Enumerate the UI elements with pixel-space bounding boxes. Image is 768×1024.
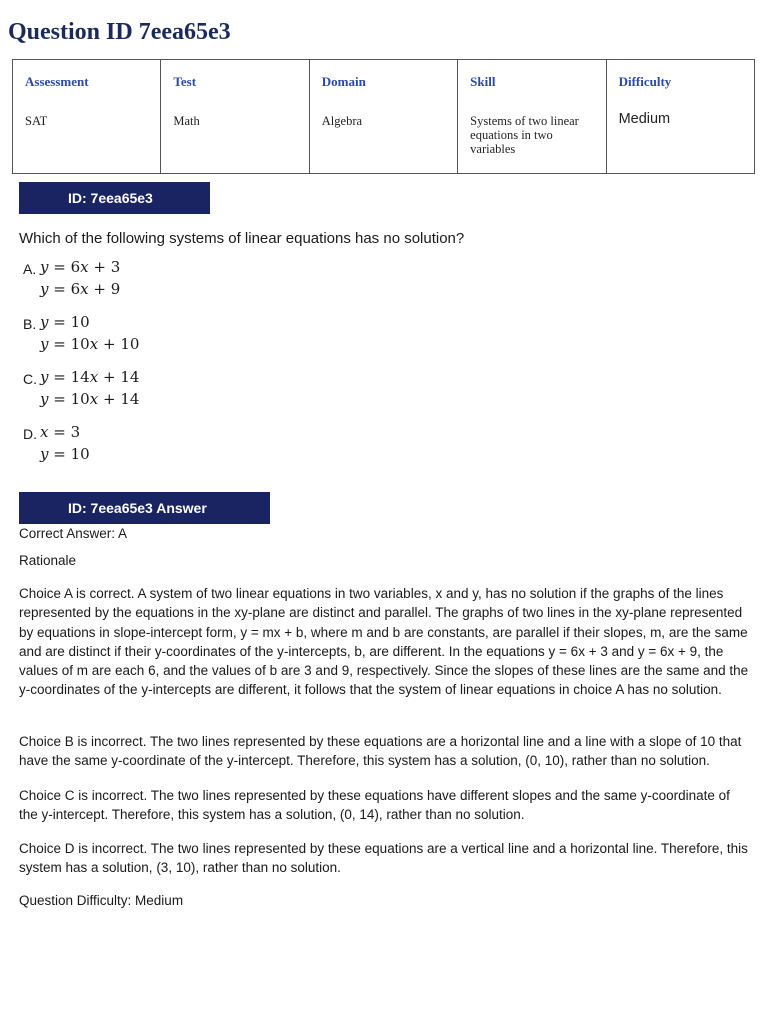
meta-header-difficulty: Difficulty xyxy=(618,74,672,89)
question-id-bar: ID: 7eea65e3 xyxy=(19,182,210,214)
meta-value-assessment: SAT xyxy=(25,114,48,128)
choice-b-equation-2: y = 10x + 10 xyxy=(40,335,140,353)
rationale-choice-a: Choice A is correct. A system of two linear equations in two variables, x and y, has no solution if the graphs of the lines represented by the equations in the xy-plane are distinct and parallel. The graphs of two lines in the xy-plane represented by equations in slope-intercept form, y = mx + b, where m and b are constants, are parallel if their slopes, m, are the same and are distinct if their y-coordinates of the y-intercepts, b, are different. In the equations y = 6x + 3 and y = 6x + 9, the values of m are each 6, and the values of b are 3 and 9, respectively. Since the slopes of these lines are the same and the y-coordinates of the y-intercepts are different, it follows that the system of linear equations in choice A has no solution. xyxy=(19,586,749,698)
meta-cell-difficulty xyxy=(606,60,754,174)
choice-d-label: D. xyxy=(23,426,37,442)
choice-b-equation-1: y = 10 xyxy=(40,313,90,331)
meta-header-skill: Skill xyxy=(470,74,496,89)
meta-cell-test xyxy=(161,60,309,174)
meta-cell-domain xyxy=(309,60,457,174)
meta-header-assessment: Assessment xyxy=(25,74,89,89)
meta-header-domain: Domain xyxy=(321,74,366,89)
choice-c-equation-1: y = 14x + 14 xyxy=(40,368,140,386)
choice-d-equation-1: x = 3 xyxy=(40,423,81,441)
meta-value-domain: Algebra xyxy=(321,114,363,128)
choice-b-label: B. xyxy=(23,316,37,332)
choice-a-equation-2: y = 6x + 9 xyxy=(40,280,121,298)
correct-answer: Correct Answer: A xyxy=(19,526,128,541)
page-title: Question ID 7eea65e3 xyxy=(8,19,231,45)
meta-value-skill: Systems of two linear equations in two variables xyxy=(470,114,579,156)
meta-header-test: Test xyxy=(173,74,197,89)
rationale-choice-c: Choice C is incorrect. The two lines represented by these equations have different slopes and the same y-coordinate of the y-intercept. Therefore, this system has a solution, (0, 14), rather than no solution. xyxy=(19,788,730,823)
choice-c-equation-2: y = 10x + 14 xyxy=(40,390,140,408)
choice-c-label: C. xyxy=(23,371,37,387)
choice-a-label: A. xyxy=(23,261,37,277)
meta-cell-skill xyxy=(458,60,606,174)
meta-value-test: Math xyxy=(173,114,200,128)
meta-value-difficulty: Medium xyxy=(618,111,671,127)
question-text: Which of the following systems of linear equations has no solution? xyxy=(19,230,465,247)
choice-a-equation-1: y = 6x + 3 xyxy=(40,258,121,276)
question-difficulty: Question Difficulty: Medium xyxy=(19,893,184,908)
rationale-choice-d: Choice D is incorrect. The two lines represented by these equations are a vertical line and a horizontal line. Therefore, this system has a solution, (3, 10), rather than no solution. xyxy=(19,841,748,876)
meta-cell-assessment xyxy=(13,60,161,174)
rationale-heading: Rationale xyxy=(19,553,77,568)
rationale-choice-b: Choice B is incorrect. The two lines represented by these equations are a horizontal line and a line with a slope of 10 that have the same y-coordinate of the y-intercept. Therefore, this system has a solution, (0, 10), rather than no solution. xyxy=(19,734,742,769)
answer-id-bar: ID: 7eea65e3 Answer xyxy=(19,492,270,524)
question-meta-table xyxy=(12,59,755,174)
choice-d-equation-2: y = 10 xyxy=(40,445,90,463)
